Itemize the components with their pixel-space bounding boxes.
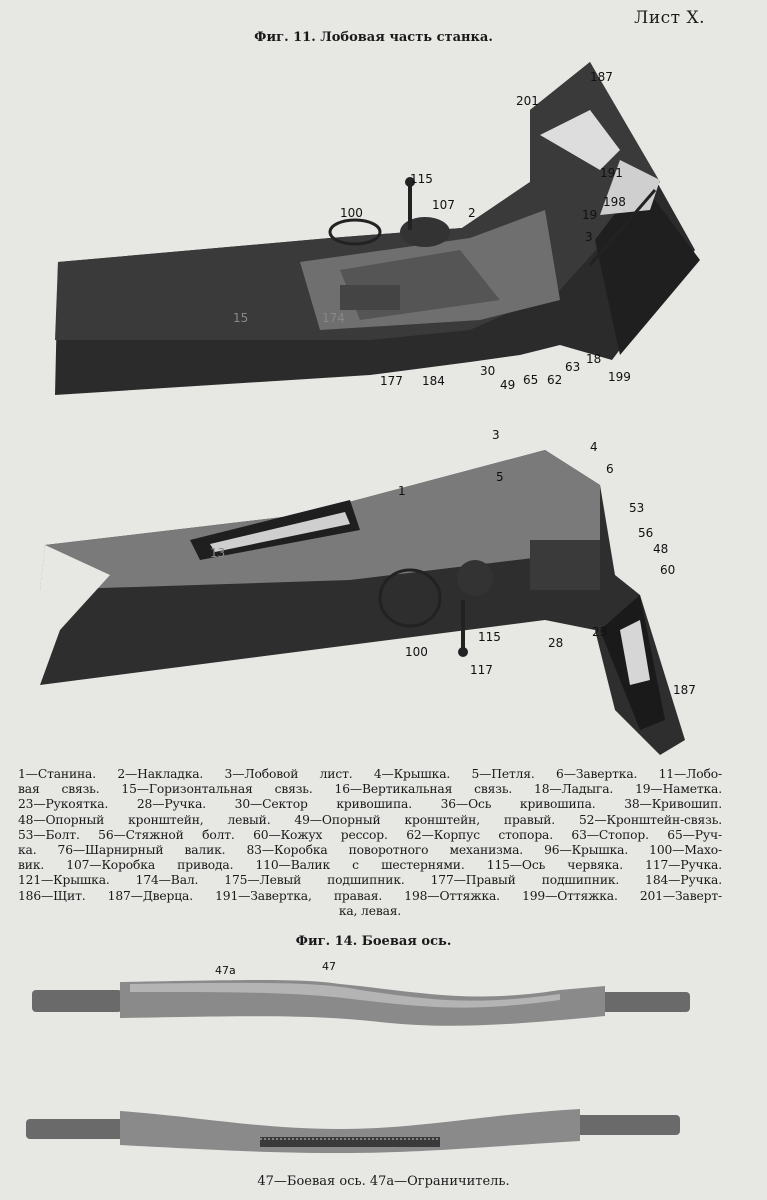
callout-115-top: 115	[410, 172, 433, 186]
callout-48: 48	[653, 542, 669, 556]
figure-11-bottom-photo	[0, 420, 767, 760]
callout-49: 49	[500, 378, 516, 392]
legend-line: ка. 76—Шарнирный валик. 83—Коробка поворотного механизма. 96—Крышка. 100—Махо-	[18, 843, 722, 858]
legend-line: 48—Опорный кронштейн, левый. 49—Опорный кронштейн, правый. 52—Кронштейн-связь.	[18, 812, 722, 827]
legend-line-last: ка, левая.	[338, 903, 402, 918]
callout-47a: 47а	[215, 964, 236, 977]
callout-4: 4	[590, 440, 598, 454]
callout-56: 56	[638, 526, 654, 540]
legend-line: вая связь. 15—Горизонтальная связь. 16—Вертикальная связь. 18—Ладыга. 19—Наметка.	[18, 782, 722, 797]
sheet-label: Лист X.	[634, 8, 705, 28]
figure-14-axle-bottom-photo	[0, 1095, 767, 1165]
callout-23: 23	[592, 625, 608, 639]
callout-187-bottom: 187	[673, 683, 696, 697]
callout-5: 5	[496, 470, 504, 484]
callout-30: 30	[480, 364, 496, 378]
callout-100-top: 100	[340, 206, 363, 220]
callout-187-top: 187	[590, 70, 613, 84]
callout-3-bottom: 3	[492, 428, 500, 442]
callout-53: 53	[629, 501, 645, 515]
callout-15: 15	[233, 311, 249, 325]
callout-198: 198	[603, 195, 626, 209]
callout-107: 107	[432, 198, 455, 212]
callout-47: 47	[322, 960, 336, 973]
callout-65: 65	[523, 373, 539, 387]
legend-line: 121—Крышка. 174—Вал. 175—Левый подшипник. 177—Правый подшипник. 184—Ручка.	[18, 873, 722, 888]
figure-11-title: Фиг. 11. Лобовая часть станка.	[254, 30, 493, 45]
callout-2: 2	[468, 206, 476, 220]
figure-11-legend	[18, 767, 722, 919]
callout-3-top: 3	[585, 230, 593, 244]
legend-line: 53—Болт. 56—Стяжной болт. 60—Кожух рессор. 62—Корпус стопора. 63—Стопор. 65—Руч-	[18, 827, 722, 842]
callout-184: 184	[422, 374, 445, 388]
callout-6: 6	[606, 462, 614, 476]
callout-28: 28	[548, 636, 564, 650]
legend-line: 23—Рукоятка. 28—Ручка. 30—Сектор кривошипа. 36—Ось кривошипа. 38—Кривошип.	[18, 797, 722, 812]
callout-19: 19	[582, 208, 598, 222]
callout-199: 199	[608, 370, 631, 384]
callout-117: 117	[470, 663, 493, 677]
legend-line: 186—Щит. 187—Дверца. 191—Завертка, правая. 198—Оттяжка. 199—Оттяжка. 201—Заверт-	[18, 888, 722, 903]
callout-60: 60	[660, 563, 676, 577]
callout-62: 62	[547, 373, 563, 387]
callout-18: 18	[586, 352, 602, 366]
callout-1: 1	[398, 484, 406, 498]
callout-13: 13	[210, 546, 226, 560]
figure-14-axle-top-photo	[0, 970, 767, 1050]
callout-191: 191	[600, 166, 623, 180]
callout-177: 177	[380, 374, 403, 388]
figure-14-title: Фиг. 14. Боевая ось.	[295, 934, 452, 949]
callout-201: 201	[516, 94, 539, 108]
callout-63: 63	[565, 360, 581, 374]
callout-100-bottom: 100	[405, 645, 428, 659]
callout-115-bottom: 115	[478, 630, 501, 644]
legend-line: 1—Станина. 2—Накладка. 3—Лобовой лист. 4—Крышка. 5—Петля. 6—Завертка. 11—Лобо-	[18, 767, 722, 781]
figure-11-top-photo	[0, 0, 767, 420]
callout-174: 174	[322, 311, 345, 325]
legend-line: вик. 107—Коробка привода. 110—Валик с шестернями. 115—Ось червяка. 117—Ручка.	[18, 858, 722, 873]
figure-14-caption: 47—Боевая ось. 47а—Ограничитель.	[257, 1174, 510, 1189]
